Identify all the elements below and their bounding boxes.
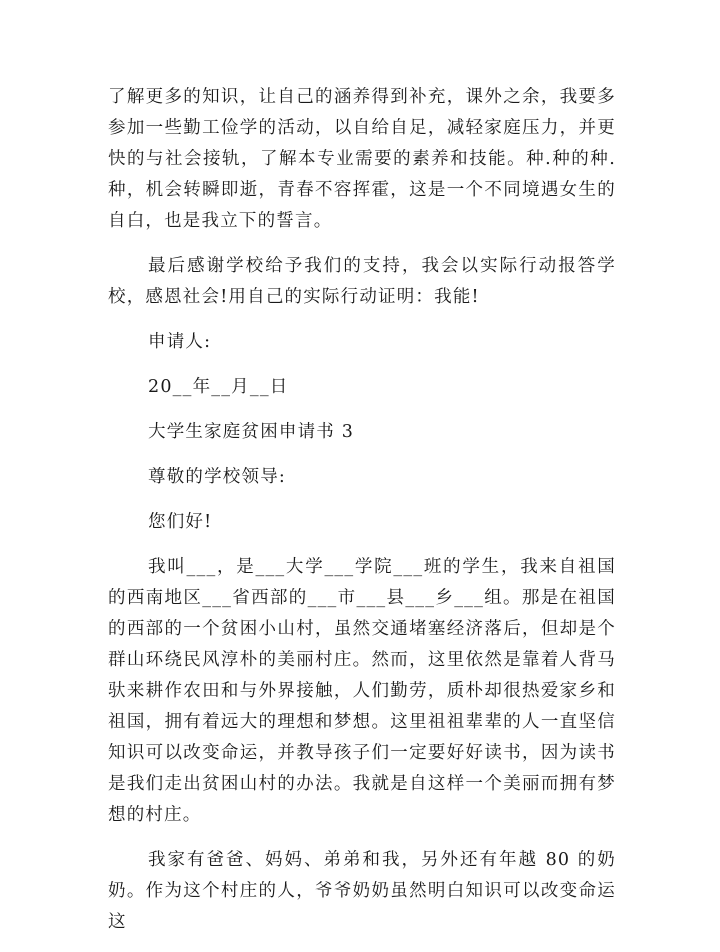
salutation: 尊敬的学校领导:	[148, 467, 286, 487]
section-title: 大学生家庭贫困申请书 3	[148, 422, 355, 442]
greeting: 您们好!	[148, 512, 213, 532]
paragraph-thanks: 最后感谢学校给予我们的支持，我会以实际行动报答学校，感恩社会!用自己的实际行动证明：我能!	[108, 256, 616, 307]
document-page	[108, 82, 616, 952]
paragraph-family: 我家有爸爸、妈妈、弟弟和我，另外还有年越 80 的奶奶。作为这个村庄的人，爷爷奶奶虽然明白知识可以改变命运这	[108, 850, 616, 932]
applicant-label: 申请人:	[148, 332, 212, 352]
paragraph-introduction: 我叫___，是___大学___学院___班的学生，我来自祖国的西南地区___省西部的___市___县___乡___组。那是在祖国的西部的一个贫困小山村，虽然交通堵塞经济落后，但却是个群山环绕民风淳朴的美丽村庄。然而，这里依然是靠着人背马驮来耕作农田和与外界接触，人们勤劳，质朴却很热爱家乡和祖国，拥有着远大的理想和梦想。这里祖祖辈辈的人一直坚信知识可以改变命运，并教导孩子们一定要好好读书，因为读书是我们走出贫困山村的办法。我就是自这样一个美丽而拥有梦想的村庄。	[108, 557, 616, 825]
date-line: 20__年__月__日	[148, 377, 289, 397]
paragraph-continuation: 了解更多的知识，让自己的涵养得到补充，课外之余，我要多参加一些勤工俭学的活动，以自给自足，减轻家庭压力，并更快的与社会接轨，了解本专业需要的素养和技能。种.种的种.种，机会转瞬即逝，青春不容挥霍，这是一个不同境遇女生的自白，也是我立下的誓言。	[108, 87, 616, 231]
